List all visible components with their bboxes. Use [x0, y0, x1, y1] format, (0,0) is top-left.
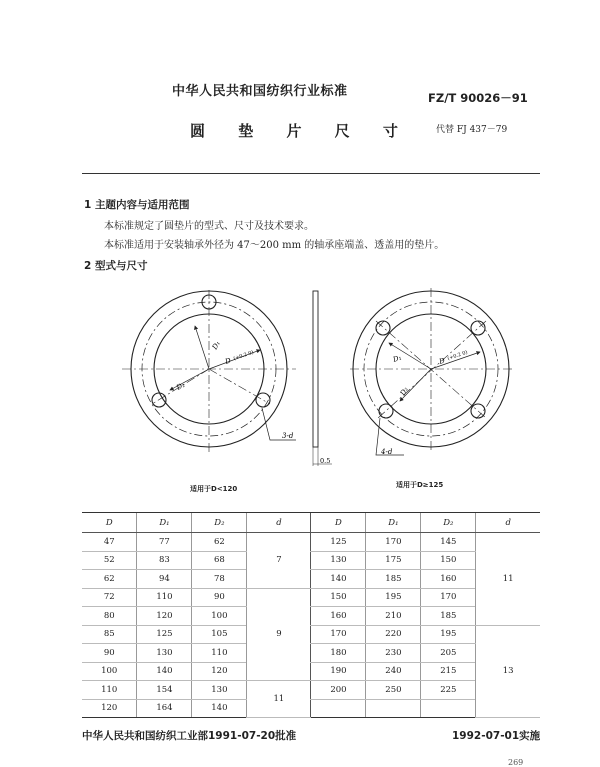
table-cell: 240 — [366, 662, 421, 681]
table-cell: 125 — [311, 533, 366, 552]
col-d: D — [311, 513, 366, 533]
right-figure-caption: 适用于D≥125 — [396, 481, 444, 489]
table-cell: 78 — [192, 570, 247, 589]
dimension-table — [82, 512, 540, 718]
table-cell: 90 — [82, 644, 137, 663]
hole-size: 13 — [476, 625, 540, 718]
table-cell: 85 — [82, 625, 137, 644]
col-d2: D₂ — [421, 513, 476, 533]
table-cell: 150 — [421, 551, 476, 570]
table-cell: 125 — [137, 625, 192, 644]
table-cell: 140 — [311, 570, 366, 589]
table-cell: 52 — [82, 551, 137, 570]
col-hole-d: d — [476, 513, 540, 533]
table-cell: 83 — [137, 551, 192, 570]
thickness-profile — [313, 291, 332, 466]
table-row — [82, 625, 540, 644]
implementation-date: 1992-07-01实施 — [452, 730, 541, 742]
table-cell: 47 — [82, 533, 137, 552]
table-row — [82, 681, 540, 700]
left-d-label: D — [224, 356, 232, 366]
table-cell: 100 — [82, 662, 137, 681]
table-row — [82, 533, 540, 552]
table-cell: 130 — [311, 551, 366, 570]
table-cell: 200 — [311, 681, 366, 700]
left-hole-label: 3-d — [282, 432, 294, 440]
table-cell: 90 — [192, 588, 247, 607]
table-cell: 195 — [421, 625, 476, 644]
table-cell: 180 — [311, 644, 366, 663]
replaces-note: 代替 FJ 437－79 — [436, 125, 508, 135]
table-cell: 160 — [421, 570, 476, 589]
left-d1-label: D₁ — [210, 339, 222, 351]
table-cell: 225 — [421, 681, 476, 700]
col-d: D — [82, 513, 137, 533]
right-d-label: D — [438, 356, 446, 366]
table-cell: 105 — [192, 625, 247, 644]
table-cell: 130 — [137, 644, 192, 663]
col-d2: D₂ — [192, 513, 247, 533]
table-row — [82, 607, 540, 626]
table-cell: 170 — [421, 588, 476, 607]
table-cell — [311, 699, 366, 718]
table-cell: 154 — [137, 681, 192, 700]
hole-size: 11 — [247, 681, 311, 718]
table-cell: 230 — [366, 644, 421, 663]
table-cell — [421, 699, 476, 718]
table-cell: 210 — [366, 607, 421, 626]
table-cell: 164 — [137, 699, 192, 718]
table-cell: 170 — [366, 533, 421, 552]
table-cell: 185 — [421, 607, 476, 626]
col-hole-d: d — [247, 513, 311, 533]
left-gasket-drawing — [122, 290, 296, 452]
page-number: 269 — [508, 758, 524, 767]
bolt-hole — [256, 393, 270, 407]
issuing-body: 中华人民共和国纺织行业标准 — [172, 84, 348, 99]
col-d1: D₁ — [366, 513, 421, 533]
table-cell: 62 — [192, 533, 247, 552]
table-cell: 120 — [137, 607, 192, 626]
thickness-value: 0.5 — [320, 457, 331, 465]
table-cell: 110 — [137, 588, 192, 607]
section-2-heading: 2 型式与尺寸 — [84, 260, 148, 272]
table-cell: 140 — [192, 699, 247, 718]
table-cell: 72 — [82, 588, 137, 607]
table-header-row — [82, 513, 540, 533]
document-title: 圆 垫 片 尺 寸 — [190, 122, 412, 140]
approval-line: 中华人民共和国纺织工业部1991-07-20批准 — [82, 730, 297, 742]
hole-size: 7 — [247, 533, 311, 589]
table-cell: 195 — [366, 588, 421, 607]
right-tolerance: (+0.2 0) — [446, 349, 469, 362]
section-1-paragraph-2: 本标准适用于安装轴承外径为 47～200 mm 的轴承座端盖、透盖用的垫片。 — [104, 240, 445, 251]
table-cell: 150 — [311, 588, 366, 607]
table-row — [82, 699, 540, 718]
hole-size: 9 — [247, 588, 311, 681]
hole-size: 11 — [476, 533, 540, 626]
table-row — [82, 588, 540, 607]
table-cell: 110 — [192, 644, 247, 663]
table-cell: 130 — [192, 681, 247, 700]
left-figure-caption: 适用于D<120 — [190, 485, 238, 493]
table-cell: 68 — [192, 551, 247, 570]
table-cell: 145 — [421, 533, 476, 552]
table-cell: 120 — [192, 662, 247, 681]
table-cell — [366, 699, 421, 718]
table-cell: 220 — [366, 625, 421, 644]
section-1-paragraph-1: 本标准规定了圆垫片的型式、尺寸及技术要求。 — [104, 221, 314, 232]
left-d2-label: D₂ — [175, 380, 187, 392]
table-cell: 110 — [82, 681, 137, 700]
table-cell: 215 — [421, 662, 476, 681]
right-d1-label: D₁ — [391, 353, 403, 364]
right-hole-label: 4-d — [381, 448, 393, 456]
table-cell: 170 — [311, 625, 366, 644]
right-gasket-drawing — [350, 288, 514, 455]
table-cell: 62 — [82, 570, 137, 589]
table-row — [82, 662, 540, 681]
left-tolerance: (+0.2 0) — [232, 349, 255, 362]
table-cell: 140 — [137, 662, 192, 681]
table-cell: 80 — [82, 607, 137, 626]
table-row — [82, 644, 540, 663]
table-cell: 175 — [366, 551, 421, 570]
table-cell: 250 — [366, 681, 421, 700]
right-d2-label: D₂ — [398, 385, 410, 397]
table-cell: 185 — [366, 570, 421, 589]
table-row — [82, 570, 540, 589]
table-cell: 94 — [137, 570, 192, 589]
section-1-heading: 1 主题内容与适用范围 — [84, 199, 190, 211]
table-cell: 160 — [311, 607, 366, 626]
table-cell: 120 — [82, 699, 137, 718]
table-cell: 77 — [137, 533, 192, 552]
standard-code: FZ/T 90026－91 — [428, 91, 528, 105]
table-row — [82, 551, 540, 570]
table-cell: 100 — [192, 607, 247, 626]
col-d1: D₁ — [137, 513, 192, 533]
table-cell: 205 — [421, 644, 476, 663]
table-cell: 190 — [311, 662, 366, 681]
